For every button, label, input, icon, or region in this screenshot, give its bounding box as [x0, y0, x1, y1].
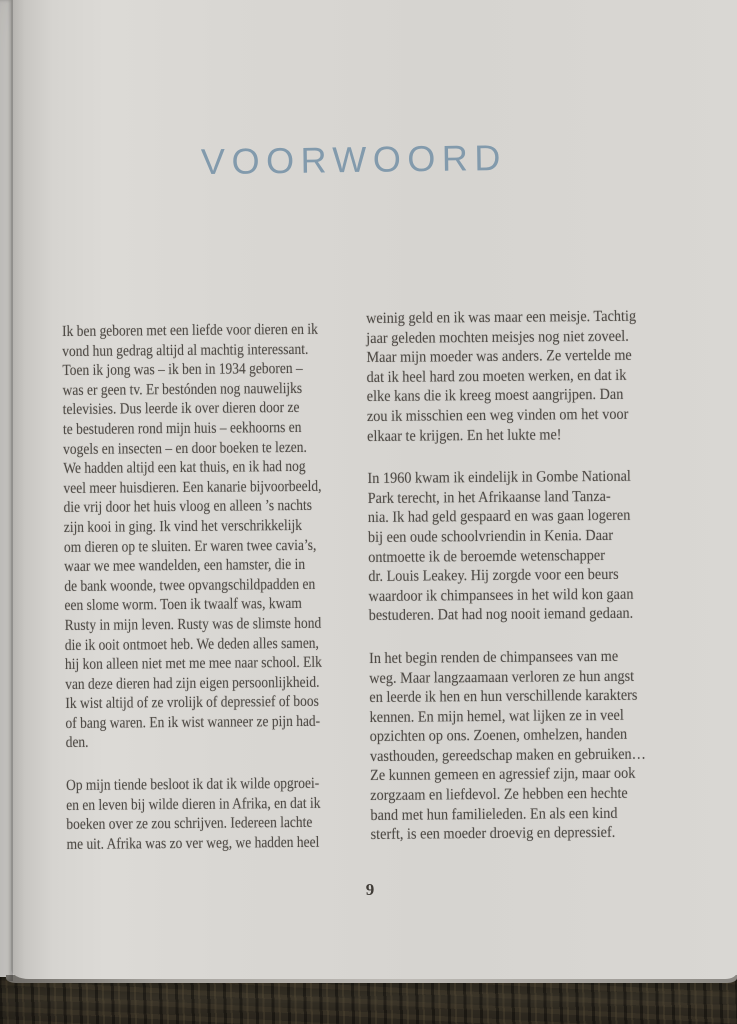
book-page: [11, 0, 737, 979]
paragraph: In 1960 kwam ik eindelijk in Gombe National Park terecht, in het Afrikaanse land Tanza- nia. Ik had geld gespaard en was gaan logeren bij een oude schoolvriendin in Kenia. Daar ontmoette ik de beroemde wetenschapper dr. Louis Leakey. Hij zorgde voor een beurs waardoor ik chimpansees in het wild kon gaan bestuderen. Dat had nog nooit iemand gedaan.: [367, 467, 634, 625]
text-column-left: [62, 319, 373, 877]
carpet-surface: [0, 977, 737, 1024]
paragraph: Op mijn tiende besloot ik dat ik wilde opgroei- en en leven bij wilde dieren in Afrika, en dat ik boeken over ze zou schrijven. Iedereen lachte me uit. Afrika was zo ver weg, we hadden heel: [65, 774, 321, 853]
paragraph: weinig geld en ik was maar een meisje. Tachtig jaar geleden mochten meisjes nog niet zoveel. Maar mijn moeder was anders. Ze vertelde me dat ik heel hard zou moeten werken, en dat ik elke kans die ik kreeg moest aangrijpen. Dan zou ik misschien een weg vinden om het voor elkaar te krijgen. En het lukte me!: [366, 307, 637, 445]
text-column-right: [366, 306, 698, 868]
paragraph: In het begin renden de chimpansees van me weg. Maar langzaamaan verloren ze hun angst en leerde ik hen en hun verschillende karakters kennen. En mijn hemel, wat lijken ze in veel opzichten op ons. Zoenen, omhelzen, handen vasthouden, gereedschap maken en gebruiken… Ze kunnen gemeen en agressief zijn, maar ook zorgzaam en liefdevol. Ze hebben een hechte band met hun familieleden. En als een kind sterft, is een moeder droevig en depressief.: [368, 647, 646, 844]
chapter-title: VOORWOORD: [200, 136, 508, 183]
paragraph: Ik ben geboren met een liefde voor dieren en ik vond hun gedrag altijd al machtig interessant. Toen ik jong was – ik ben in 1934 geboren – was er geen tv. Er bestónden nog nauwelijks televisies. Dus leerde ik over dieren door ze te bestuderen rond mijn huis – eekhoorns en vogels en insecten – en door boeken te lezen. We hadden altijd een kat thuis, en ik had nog veel meer huisdieren. Een kanarie bijvoorbeeld, die vrij door het huis vloog en alleen ’s nachts zijn kooi in ging. Ik vind het verschrikkelijk om dieren op te sluiten. Er waren twee cavia’s, waar we mee wandelden, een hamster, die in de bank woonde, twee opvangschildpadden en een slome worm. Toen ik twaalf was, kwam Rusty in mijn leven. Rusty was de slimste hond die ik ooit ontmoet heb. We deden alles samen, hij kon alleen niet met me mee naar school. Elk van deze dieren had zijn eigen persoonlijkheid. Ik wist altijd of ze vrolijk of depressief of boos of bang waren. En ik wist wanneer ze pijn had- den.: [62, 320, 322, 752]
spine-shadow: [0, 0, 13, 981]
page-number: 9: [365, 880, 375, 899]
